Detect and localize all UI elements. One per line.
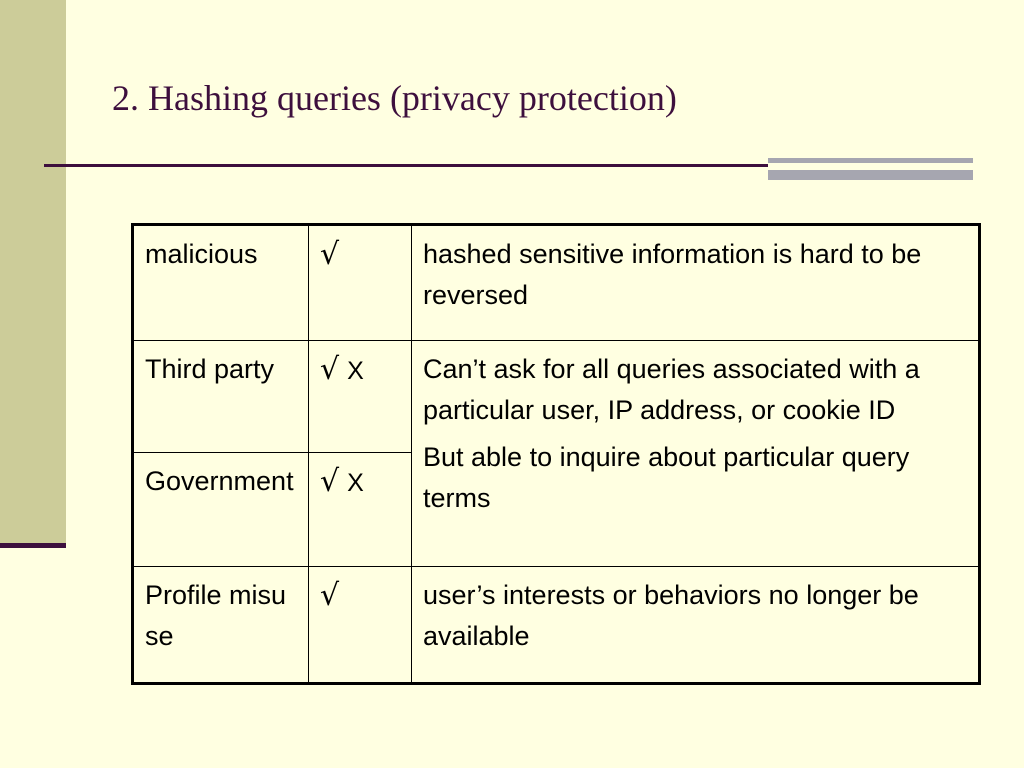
table-row [133,567,980,684]
status-cell [309,453,412,567]
left-decor-line [0,543,66,548]
cross-mark-icon: X [347,469,364,497]
threat-cell: Third party [133,341,309,453]
privacy-table [131,223,981,685]
status-cell [309,225,412,341]
description-line: But able to inquire about particular query terms [423,442,910,513]
status-cell [309,341,412,453]
check-mark-icon: √ [320,352,340,387]
threat-cell: Government [133,453,309,567]
slide-title: 2. Hashing queries (privacy protection) [112,78,677,118]
threat-cell: Profile misuse [133,567,309,684]
description-cell: hashed sensitive information is hard to be reversed [412,225,980,341]
check-mark-icon: √ [320,464,340,499]
check-mark-icon: √ [320,578,340,613]
check-mark-icon: √ [320,237,340,272]
threat-cell: malicious [133,225,309,341]
table-row [133,341,980,453]
left-decor-bar [0,0,66,543]
title-rule-accent [768,158,973,180]
title-rule [44,164,768,167]
description-line: Can’t ask for all queries associated with a particular user, IP address, or cookie ID [423,354,920,425]
description-cell: user’s interests or behaviors no longer be available [412,567,980,684]
cross-mark-icon: X [347,357,364,385]
status-cell [309,567,412,684]
description-cell [412,341,980,567]
table-row [133,225,980,341]
